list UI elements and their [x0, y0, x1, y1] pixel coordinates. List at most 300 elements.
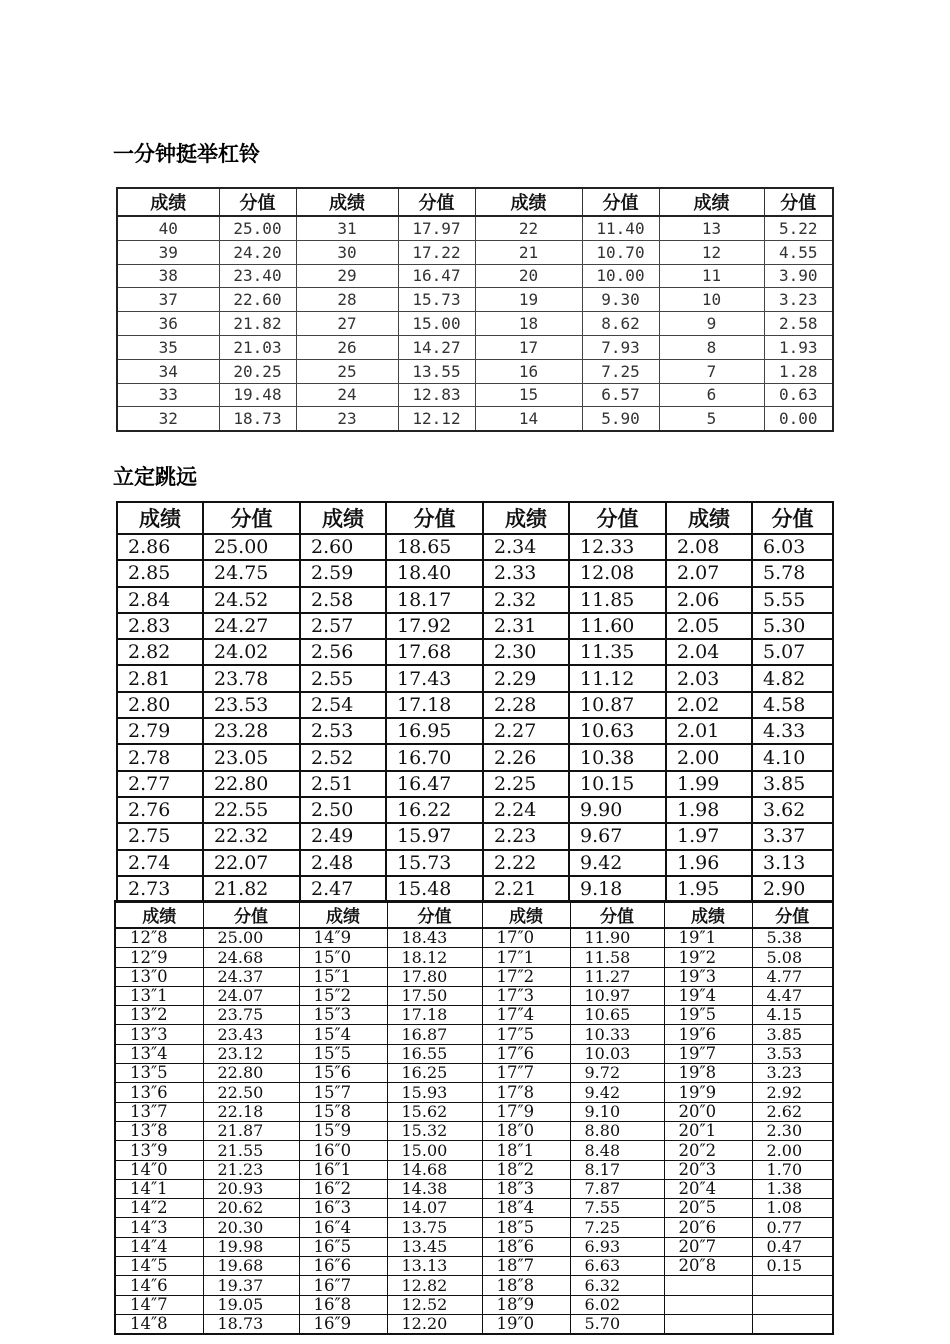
- result-cell: 16″3: [299, 1199, 387, 1218]
- score-cell: 3.85: [752, 1025, 833, 1044]
- score-cell: 15.32: [387, 1121, 482, 1140]
- result-cell: 14″9: [299, 928, 387, 948]
- result-cell: 18″2: [482, 1160, 570, 1179]
- score-cell: 6.02: [570, 1295, 664, 1314]
- score-cell: 22.32: [203, 823, 300, 849]
- score-cell: 12.83: [398, 383, 475, 407]
- result-cell: 28: [296, 288, 398, 312]
- running-time-score-table: [114, 900, 834, 1335]
- score-cell: 5.30: [752, 613, 833, 639]
- result-cell: 20″6: [664, 1218, 752, 1237]
- table-row: [115, 967, 833, 986]
- result-cell: 15″8: [299, 1102, 387, 1121]
- result-cell: 16″6: [299, 1257, 387, 1276]
- table-row: [115, 1276, 833, 1295]
- result-cell: 25: [296, 359, 398, 383]
- score-cell: 23.78: [203, 665, 300, 691]
- score-cell: 15.73: [398, 288, 475, 312]
- table-row: [115, 1064, 833, 1083]
- header-result: 成绩: [659, 188, 764, 216]
- score-cell: 16.87: [387, 1025, 482, 1044]
- result-cell: 16: [475, 359, 582, 383]
- clean-and-jerk-score-table: [116, 187, 834, 432]
- score-cell: 13.13: [387, 1257, 482, 1276]
- result-cell: 2.75: [117, 823, 203, 849]
- score-cell: 24.07: [203, 986, 299, 1005]
- result-cell: 36: [117, 312, 219, 336]
- result-cell: 18″6: [482, 1237, 570, 1256]
- score-cell: 11.85: [569, 587, 666, 613]
- result-cell: 16″2: [299, 1179, 387, 1198]
- table-row: [115, 1044, 833, 1063]
- score-cell: 5.22: [764, 216, 833, 240]
- header-result: 成绩: [117, 502, 203, 534]
- score-cell: 22.07: [203, 850, 300, 876]
- score-cell: 10.97: [570, 986, 664, 1005]
- score-cell: 6.63: [570, 1257, 664, 1276]
- result-cell: 29: [296, 264, 398, 288]
- section-title-standing-long-jump: 立定跳远: [113, 465, 197, 489]
- score-cell: 24.02: [203, 639, 300, 665]
- result-cell: 14″8: [115, 1314, 203, 1334]
- score-cell: 8.17: [570, 1160, 664, 1179]
- result-cell: 19″6: [664, 1025, 752, 1044]
- score-cell: 3.23: [764, 288, 833, 312]
- result-cell: 17″1: [482, 948, 570, 967]
- score-cell: 9.10: [570, 1102, 664, 1121]
- result-cell: 21: [475, 240, 582, 264]
- table-row: [115, 1025, 833, 1044]
- result-cell: 20: [475, 264, 582, 288]
- score-cell: 12.82: [387, 1276, 482, 1295]
- result-cell: 14″3: [115, 1218, 203, 1237]
- result-cell: 5: [659, 407, 764, 431]
- result-cell: 2.57: [300, 613, 386, 639]
- score-cell: 7.55: [570, 1199, 664, 1218]
- score-cell: 3.13: [752, 850, 833, 876]
- result-cell: 13″8: [115, 1121, 203, 1140]
- score-cell: 17.80: [387, 967, 482, 986]
- result-cell: 10: [659, 288, 764, 312]
- score-cell: 11.12: [569, 665, 666, 691]
- result-cell: 2.26: [483, 744, 569, 770]
- score-cell: 2.92: [752, 1083, 833, 1102]
- result-cell: 2.08: [666, 534, 752, 560]
- result-cell: 1.96: [666, 850, 752, 876]
- result-cell: 27: [296, 312, 398, 336]
- score-cell: 23.43: [203, 1025, 299, 1044]
- score-cell: 2.90: [752, 876, 833, 902]
- score-cell: 19.98: [203, 1237, 299, 1256]
- score-cell: 18.73: [219, 407, 296, 431]
- result-cell: 38: [117, 264, 219, 288]
- table-row: [115, 1083, 833, 1102]
- table-row: [117, 771, 833, 797]
- score-cell: 24.68: [203, 948, 299, 967]
- result-cell: 2.06: [666, 587, 752, 613]
- result-cell: 2.49: [300, 823, 386, 849]
- score-cell: 22.60: [219, 288, 296, 312]
- score-cell: 24.37: [203, 967, 299, 986]
- header-result: 成绩: [664, 901, 752, 928]
- score-cell: 8.80: [570, 1121, 664, 1140]
- result-cell: 15″4: [299, 1025, 387, 1044]
- score-cell: 10.87: [569, 692, 666, 718]
- result-cell: 1.95: [666, 876, 752, 902]
- result-cell: 22: [475, 216, 582, 240]
- result-cell: 16″8: [299, 1295, 387, 1314]
- score-cell: 24.27: [203, 613, 300, 639]
- score-cell: 19.05: [203, 1295, 299, 1314]
- score-cell: 10.03: [570, 1044, 664, 1063]
- result-cell: 2.03: [666, 665, 752, 691]
- result-cell: 13″9: [115, 1141, 203, 1160]
- score-cell: 1.08: [752, 1199, 833, 1218]
- score-cell: 16.70: [386, 744, 483, 770]
- score-cell: 21.23: [203, 1160, 299, 1179]
- result-cell: 2.48: [300, 850, 386, 876]
- result-cell: 39: [117, 240, 219, 264]
- header-result: 成绩: [483, 502, 569, 534]
- score-cell: 24.75: [203, 560, 300, 586]
- score-cell: 18.40: [386, 560, 483, 586]
- result-cell: 20″5: [664, 1199, 752, 1218]
- result-cell: 2.73: [117, 876, 203, 902]
- score-cell: 20.93: [203, 1179, 299, 1198]
- score-cell: 23.53: [203, 692, 300, 718]
- score-cell: 4.15: [752, 1006, 833, 1025]
- result-cell: 17″5: [482, 1025, 570, 1044]
- score-cell: 5.90: [582, 407, 659, 431]
- table-row: [117, 876, 833, 902]
- table-row: [117, 744, 833, 770]
- result-cell: 33: [117, 383, 219, 407]
- table-row: [117, 587, 833, 613]
- table-header-row: [115, 901, 833, 928]
- table-row: [115, 1121, 833, 1140]
- score-cell: 0.63: [764, 383, 833, 407]
- result-cell: 2.60: [300, 534, 386, 560]
- score-cell: 20.30: [203, 1218, 299, 1237]
- result-cell: [664, 1314, 752, 1334]
- score-cell: 19.68: [203, 1257, 299, 1276]
- score-cell: 23.12: [203, 1044, 299, 1063]
- result-cell: 15″0: [299, 948, 387, 967]
- result-cell: 19″3: [664, 967, 752, 986]
- result-cell: 1.99: [666, 771, 752, 797]
- score-cell: 12.08: [569, 560, 666, 586]
- result-cell: 2.25: [483, 771, 569, 797]
- result-cell: 15″3: [299, 1006, 387, 1025]
- result-cell: 19″2: [664, 948, 752, 967]
- table-row: [117, 312, 833, 336]
- score-cell: 16.55: [387, 1044, 482, 1063]
- result-cell: 2.01: [666, 718, 752, 744]
- result-cell: 2.05: [666, 613, 752, 639]
- result-cell: 23: [296, 407, 398, 431]
- score-cell: 7.93: [582, 335, 659, 359]
- result-cell: 26: [296, 335, 398, 359]
- result-cell: 2.50: [300, 797, 386, 823]
- result-cell: 2.31: [483, 613, 569, 639]
- result-cell: 16″0: [299, 1141, 387, 1160]
- header-result: 成绩: [299, 901, 387, 928]
- result-cell: 37: [117, 288, 219, 312]
- score-cell: 19.48: [219, 383, 296, 407]
- table-row: [117, 718, 833, 744]
- table-row: [115, 1160, 833, 1179]
- result-cell: 16″9: [299, 1314, 387, 1334]
- score-cell: 13.75: [387, 1218, 482, 1237]
- result-cell: 2.56: [300, 639, 386, 665]
- score-cell: 16.95: [386, 718, 483, 744]
- result-cell: 20″0: [664, 1102, 752, 1121]
- result-cell: 2.04: [666, 639, 752, 665]
- header-score: 分值: [386, 502, 483, 534]
- score-cell: 18.65: [386, 534, 483, 560]
- table-row: [117, 823, 833, 849]
- result-cell: 20″3: [664, 1160, 752, 1179]
- result-cell: 18″8: [482, 1276, 570, 1295]
- score-cell: 16.47: [386, 771, 483, 797]
- result-cell: 2.22: [483, 850, 569, 876]
- result-cell: 2.54: [300, 692, 386, 718]
- result-cell: 18″7: [482, 1257, 570, 1276]
- table-row: [115, 1141, 833, 1160]
- result-cell: 32: [117, 407, 219, 431]
- result-cell: 12″9: [115, 948, 203, 967]
- table-row: [115, 986, 833, 1005]
- score-cell: 14.07: [387, 1199, 482, 1218]
- result-cell: 18″1: [482, 1141, 570, 1160]
- score-cell: 10.65: [570, 1006, 664, 1025]
- result-cell: 2.33: [483, 560, 569, 586]
- score-cell: 9.30: [582, 288, 659, 312]
- score-cell: 11.90: [570, 928, 664, 948]
- result-cell: 14″4: [115, 1237, 203, 1256]
- score-cell: 12.20: [387, 1314, 482, 1334]
- result-cell: 16″1: [299, 1160, 387, 1179]
- result-cell: 2.30: [483, 639, 569, 665]
- result-cell: 13″6: [115, 1083, 203, 1102]
- score-cell: 24.20: [219, 240, 296, 264]
- result-cell: 12″8: [115, 928, 203, 948]
- result-cell: 18″4: [482, 1199, 570, 1218]
- result-cell: 2.53: [300, 718, 386, 744]
- score-cell: 9.42: [569, 850, 666, 876]
- score-cell: 9.72: [570, 1064, 664, 1083]
- score-cell: 4.10: [752, 744, 833, 770]
- score-cell: 7.25: [570, 1218, 664, 1237]
- score-cell: 16.25: [387, 1064, 482, 1083]
- table-row: [117, 407, 833, 431]
- result-cell: 13″0: [115, 967, 203, 986]
- score-cell: 2.58: [764, 312, 833, 336]
- result-cell: 2.51: [300, 771, 386, 797]
- result-cell: 17: [475, 335, 582, 359]
- score-cell: 17.92: [386, 613, 483, 639]
- table-row: [115, 1006, 833, 1025]
- score-cell: 12.12: [398, 407, 475, 431]
- score-cell: 4.82: [752, 665, 833, 691]
- score-cell: 2.00: [752, 1141, 833, 1160]
- score-cell: 15.62: [387, 1102, 482, 1121]
- score-cell: 10.38: [569, 744, 666, 770]
- score-cell: 12.52: [387, 1295, 482, 1314]
- score-cell: 20.62: [203, 1199, 299, 1218]
- header-score: 分值: [582, 188, 659, 216]
- score-cell: 6.03: [752, 534, 833, 560]
- result-cell: 35: [117, 335, 219, 359]
- score-cell: 22.50: [203, 1083, 299, 1102]
- result-cell: 18″3: [482, 1179, 570, 1198]
- result-cell: 15″1: [299, 967, 387, 986]
- score-cell: 16.22: [386, 797, 483, 823]
- result-cell: 24: [296, 383, 398, 407]
- score-cell: 2.30: [752, 1121, 833, 1140]
- result-cell: 14: [475, 407, 582, 431]
- score-cell: 10.00: [582, 264, 659, 288]
- result-cell: 30: [296, 240, 398, 264]
- result-cell: 20″8: [664, 1257, 752, 1276]
- result-cell: 17″4: [482, 1006, 570, 1025]
- result-cell: 15″6: [299, 1064, 387, 1083]
- result-cell: 16″5: [299, 1237, 387, 1256]
- result-cell: 2.74: [117, 850, 203, 876]
- score-cell: 17.18: [386, 692, 483, 718]
- result-cell: 2.00: [666, 744, 752, 770]
- score-cell: 18.43: [387, 928, 482, 948]
- score-cell: [752, 1314, 833, 1334]
- result-cell: 18: [475, 312, 582, 336]
- result-cell: 2.52: [300, 744, 386, 770]
- result-cell: 8: [659, 335, 764, 359]
- table-row: [117, 240, 833, 264]
- result-cell: 19″1: [664, 928, 752, 948]
- score-cell: 21.55: [203, 1141, 299, 1160]
- score-cell: 10.70: [582, 240, 659, 264]
- result-cell: 17″3: [482, 986, 570, 1005]
- score-cell: 3.53: [752, 1044, 833, 1063]
- score-cell: 1.70: [752, 1160, 833, 1179]
- result-cell: 13″2: [115, 1006, 203, 1025]
- result-cell: 2.21: [483, 876, 569, 902]
- result-cell: 1.97: [666, 823, 752, 849]
- result-cell: 2.82: [117, 639, 203, 665]
- score-cell: 0.47: [752, 1237, 833, 1256]
- table-row: [115, 1237, 833, 1256]
- table-row: [117, 797, 833, 823]
- score-cell: 16.47: [398, 264, 475, 288]
- result-cell: 13″3: [115, 1025, 203, 1044]
- score-cell: 23.75: [203, 1006, 299, 1025]
- table-row: [115, 928, 833, 948]
- header-score: 分值: [387, 901, 482, 928]
- result-cell: 19″0: [482, 1314, 570, 1334]
- table-row: [117, 383, 833, 407]
- result-cell: 2.86: [117, 534, 203, 560]
- table-row: [117, 613, 833, 639]
- score-cell: 25.00: [219, 216, 296, 240]
- result-cell: [664, 1276, 752, 1295]
- score-cell: 25.00: [203, 534, 300, 560]
- score-cell: 7.87: [570, 1179, 664, 1198]
- score-cell: 10.63: [569, 718, 666, 744]
- score-cell: 23.05: [203, 744, 300, 770]
- result-cell: 2.85: [117, 560, 203, 586]
- result-cell: 2.02: [666, 692, 752, 718]
- result-cell: 13″1: [115, 986, 203, 1005]
- result-cell: 34: [117, 359, 219, 383]
- score-cell: 2.62: [752, 1102, 833, 1121]
- result-cell: 11: [659, 264, 764, 288]
- score-cell: 11.27: [570, 967, 664, 986]
- result-cell: 2.27: [483, 718, 569, 744]
- section-title-clean-and-jerk: 一分钟挺举杠铃: [113, 142, 260, 166]
- table-row: [115, 1218, 833, 1237]
- header-score: 分值: [398, 188, 475, 216]
- result-cell: 17″7: [482, 1064, 570, 1083]
- score-cell: 6.57: [582, 383, 659, 407]
- result-cell: 13″4: [115, 1044, 203, 1063]
- result-cell: 20″2: [664, 1141, 752, 1160]
- score-cell: 17.50: [387, 986, 482, 1005]
- score-cell: 3.85: [752, 771, 833, 797]
- result-cell: 40: [117, 216, 219, 240]
- score-cell: 3.62: [752, 797, 833, 823]
- header-result: 成绩: [117, 188, 219, 216]
- table-row: [117, 850, 833, 876]
- header-score: 分值: [570, 901, 664, 928]
- result-cell: 2.76: [117, 797, 203, 823]
- table-header-row: [117, 188, 833, 216]
- table-row: [115, 948, 833, 967]
- score-cell: 20.25: [219, 359, 296, 383]
- table-row: [117, 264, 833, 288]
- result-cell: 14″5: [115, 1257, 203, 1276]
- table-row: [115, 1102, 833, 1121]
- table-row: [117, 692, 833, 718]
- result-cell: 2.47: [300, 876, 386, 902]
- header-score: 分值: [752, 502, 833, 534]
- table-row: [117, 335, 833, 359]
- result-cell: 20″1: [664, 1121, 752, 1140]
- score-cell: 6.32: [570, 1276, 664, 1295]
- score-cell: 13.55: [398, 359, 475, 383]
- score-cell: 15.73: [386, 850, 483, 876]
- score-cell: 4.33: [752, 718, 833, 744]
- result-cell: 19″7: [664, 1044, 752, 1063]
- score-cell: 17.68: [386, 639, 483, 665]
- result-cell: 2.59: [300, 560, 386, 586]
- header-score: 分值: [203, 901, 299, 928]
- score-cell: 3.23: [752, 1064, 833, 1083]
- score-cell: 17.43: [386, 665, 483, 691]
- result-cell: 2.23: [483, 823, 569, 849]
- score-cell: 9.90: [569, 797, 666, 823]
- score-cell: 15.97: [386, 823, 483, 849]
- score-cell: 8.48: [570, 1141, 664, 1160]
- result-cell: 17″9: [482, 1102, 570, 1121]
- result-cell: 2.55: [300, 665, 386, 691]
- result-cell: 13″7: [115, 1102, 203, 1121]
- score-cell: 15.93: [387, 1083, 482, 1102]
- score-cell: 17.97: [398, 216, 475, 240]
- header-result: 成绩: [296, 188, 398, 216]
- result-cell: 13″5: [115, 1064, 203, 1083]
- table-row: [115, 1199, 833, 1218]
- table-row: [115, 1179, 833, 1198]
